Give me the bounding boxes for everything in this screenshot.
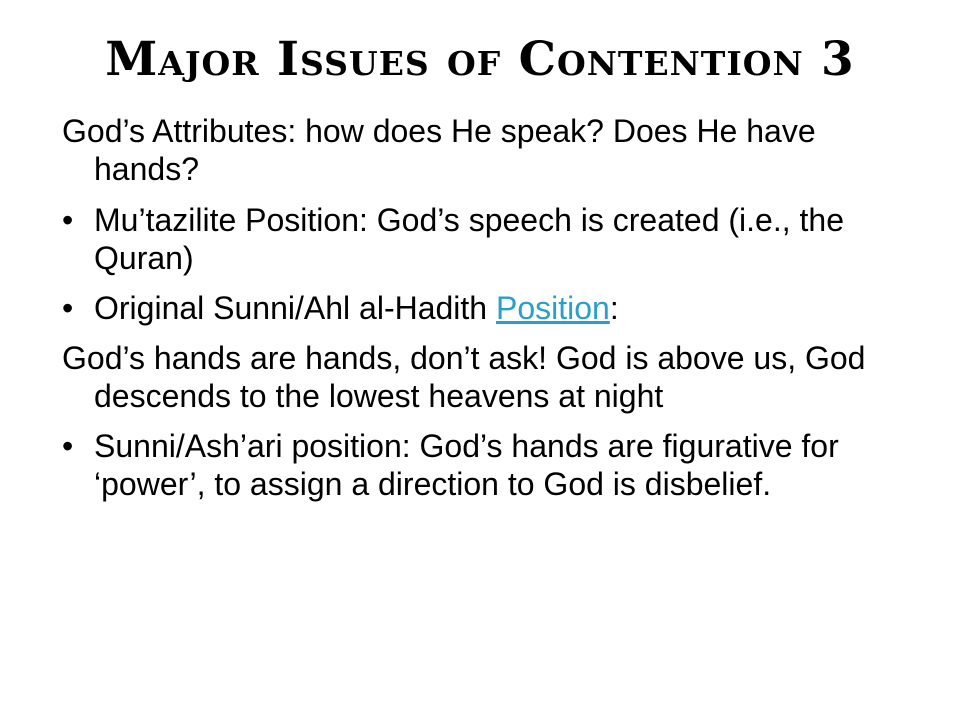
bullet-text-before-link: Original Sunni/Ahl al-Hadith [94,290,496,326]
bullet-mutazilite-position [62,201,912,277]
slide-body [62,112,912,515]
bullet-text-after-link: : [609,290,619,326]
bullet-marker: • [62,290,74,326]
paragraph-gods-attributes: God’s Attributes: how does He speak? Does He have hands? [62,113,816,187]
bullet-marker: • [62,428,74,464]
position-link[interactable]: Position [495,290,610,326]
bullet-marker: • [62,202,74,238]
bullet-text: Mu’tazilite Position: God’s speech is created (i.e., the Quran) [94,202,844,276]
bullet-text: Sunni/Ash’ari position: God’s hands are figurative for ‘power’, to assign a direction to God is disbelief. [94,428,839,502]
bullet-ashari-position [62,427,912,503]
paragraph-gods-hands: God’s hands are hands, don’t ask! God is above us, God descends to the lowest heavens at night [62,340,866,414]
bullet-original-sunni-position [62,289,912,327]
slide-title: Major Issues of Contention 3 [105,32,855,87]
